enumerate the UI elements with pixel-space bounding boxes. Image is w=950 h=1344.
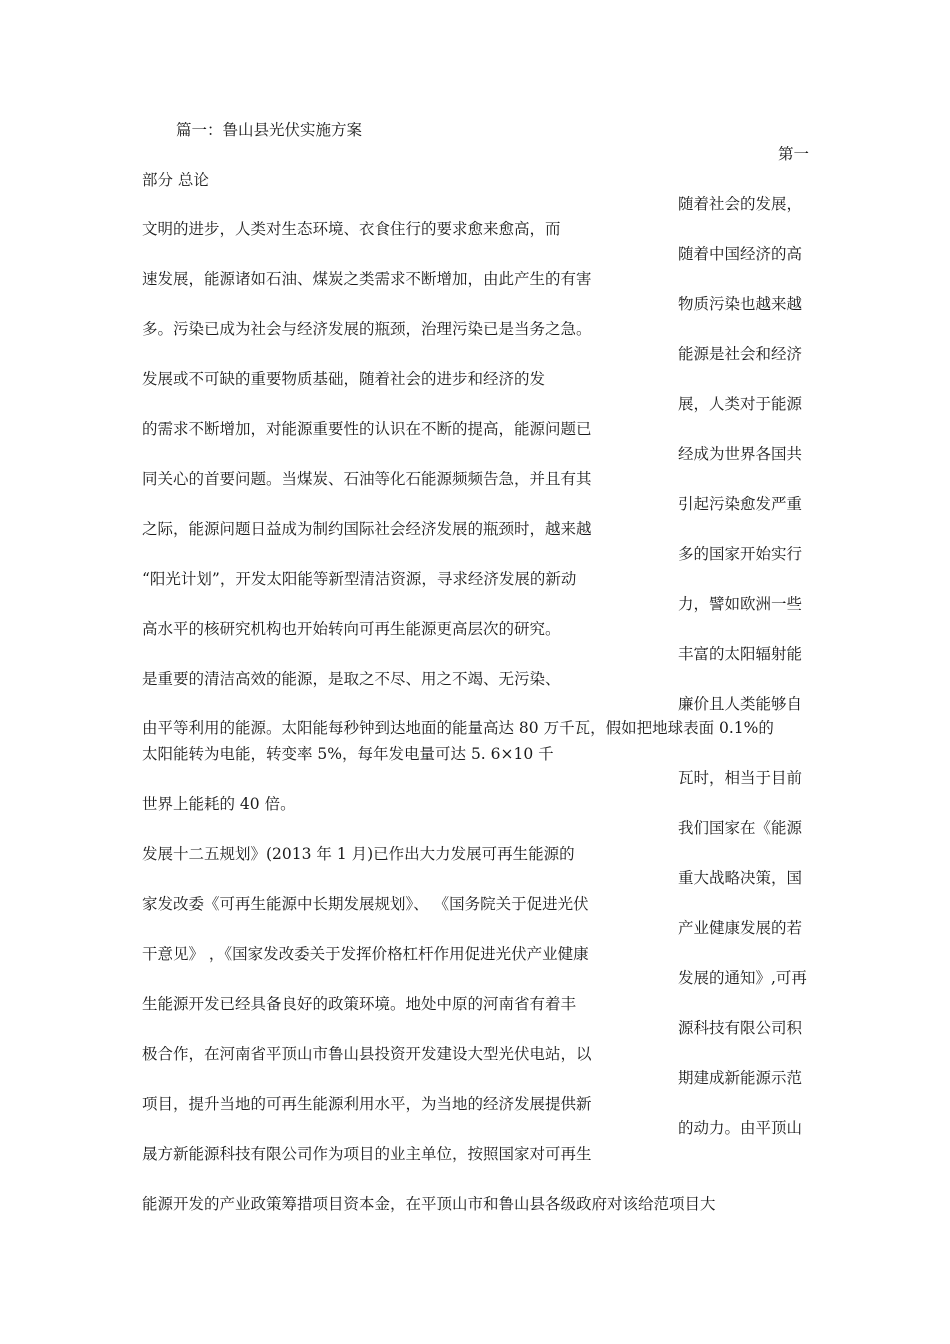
- body-line: 世界上能耗的 40 倍。: [142, 795, 296, 813]
- body-line: 由平等利用的能源。太阳能每秒钟到达地面的能量高达 80 万千瓦，假如把地球表面 0.1%的: [142, 719, 774, 737]
- body-line: “阳光计划”，开发太阳能等新型清洁资源，寻求经济发展的新动: [142, 570, 577, 588]
- body-line: 晟方新能源科技有限公司作为项目的业主单位，按照国家对可再生: [142, 1145, 592, 1163]
- right-column-line: 第一: [778, 145, 810, 163]
- right-column-line: 随着中国经济的高: [678, 245, 803, 263]
- right-column-line: 重大战略决策，国: [678, 869, 803, 887]
- body-line: 发展或不可缺的重要物质基础，随着社会的进步和经济的发: [142, 370, 546, 388]
- body-line: 项目，提升当地的可再生能源利用水平，为当地的经济发展提供新: [142, 1095, 592, 1113]
- body-line: 极合作，在河南省平顶山市鲁山县投资开发建设大型光伏电站，以: [142, 1045, 592, 1063]
- right-column-line: 发展的通知》,可再: [678, 969, 807, 987]
- right-column-line: 引起污染愈发严重: [678, 495, 803, 513]
- right-column-line: 产业健康发展的若: [678, 919, 803, 937]
- body-line: 发展十二五规划》(2013 年 1 月)已作出大力发展可再生能源的: [142, 845, 575, 863]
- body-line: 太阳能转为电能，转变率 5%，每年发电量可达 5. 6×10 千: [142, 745, 554, 763]
- right-column-line: 随着社会的发展，: [678, 195, 803, 213]
- document-title: 篇一：鲁山县光伏实施方案: [176, 121, 363, 139]
- body-line: 部分 总论: [142, 171, 209, 189]
- body-line: 是重要的清洁高效的能源，是取之不尽、用之不竭、无污染、: [142, 670, 561, 688]
- right-column-line: 瓦时，相当于目前: [678, 769, 803, 787]
- right-column-line: 经成为世界各国共: [678, 445, 803, 463]
- body-line: 之际，能源问题日益成为制约国际社会经济发展的瓶颈时，越来越: [142, 520, 592, 538]
- right-column-line: 展，人类对于能源: [678, 395, 803, 413]
- right-column-line: 物质污染也越来越: [678, 295, 803, 313]
- right-column-line: 丰富的太阳辐射能: [678, 645, 803, 663]
- right-column-line: 力，譬如欧洲一些: [678, 595, 803, 613]
- right-column-line: 我们国家在《能源: [678, 819, 803, 837]
- body-line: 的需求不断增加，对能源重要性的认识在不断的提高，能源问题已: [142, 420, 592, 438]
- right-column-line: 多的国家开始实行: [678, 545, 803, 563]
- right-column-line: 廉价且人类能够自: [678, 695, 803, 713]
- body-line: 干意见》 ，《国家发改委关于发挥价格杠杆作用促进光伏产业健康: [142, 945, 589, 963]
- body-line: 生能源开发已经具备良好的政策环境。地处中原的河南省有着丰: [142, 995, 577, 1013]
- body-line: 能源开发的产业政策筹措项目资本金，在平顶山市和鲁山县各级政府对该给范项目大: [142, 1195, 716, 1213]
- right-column-line: 能源是社会和经济: [678, 345, 803, 363]
- body-line: 速发展，能源诸如石油、煤炭之类需求不断增加，由此产生的有害: [142, 270, 592, 288]
- body-line: 高水平的核研究机构也开始转向可再生能源更高层次的研究。: [142, 620, 561, 638]
- right-column-line: 源科技有限公司积: [678, 1019, 803, 1037]
- body-line: 家发改委《可再生能源中长期发展规划》、 《国务院关于促进光伏: [142, 895, 589, 913]
- body-line: 文明的进步，人类对生态环境、衣食住行的要求愈来愈高，而: [142, 220, 561, 238]
- body-line: 同关心的首要问题。当煤炭、石油等化石能源频频告急，并且有其: [142, 470, 592, 488]
- right-column-line: 的动力。由平顶山: [678, 1119, 803, 1137]
- body-line: 多。污染已成为社会与经济发展的瓶颈，治理污染已是当务之急。: [142, 320, 592, 338]
- right-column-line: 期建成新能源示范: [678, 1069, 803, 1087]
